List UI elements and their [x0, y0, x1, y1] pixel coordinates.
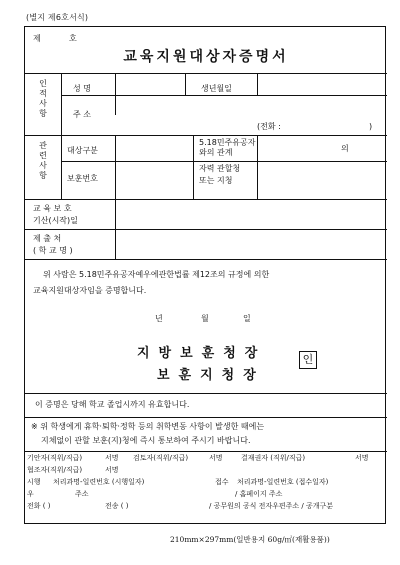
number-label: 제 [33, 34, 41, 43]
issuer-branch: 보훈지청장 [157, 368, 265, 383]
footer-sign-3: 서명 [355, 454, 369, 462]
office-label-2: 또는 지청 [199, 176, 233, 185]
date-year: 년 [155, 314, 163, 323]
footer-receipt-no: 처리과명-일련번호 (접수일자) [237, 478, 329, 486]
footer-phone: 전화 ( ) [27, 502, 51, 510]
footer-drafter: 기안자(직위/직급) [27, 454, 83, 462]
relation-label-2: 와의 관계 [199, 148, 233, 157]
divider [25, 73, 387, 74]
start-label-1: 교 육 보 호 [33, 204, 72, 213]
footer-receipt: 접수 [215, 478, 229, 486]
footer-reviewer: 검토자(직위/직급) [133, 454, 189, 462]
validity-note: 이 증명은 당해 학교 졸업시까지 유효합니다. [35, 400, 190, 409]
relation-suffix: 의 [341, 144, 349, 153]
statement-line-1: 위 사람은 5.18민주유공자예우에관한법률 제12조의 규정에 의한 [43, 270, 270, 279]
phone-label: (전화 : [257, 122, 281, 131]
submit-label-1: 제 출 처 [33, 234, 62, 243]
issuer-regional: 지방보훈청장 [137, 346, 267, 361]
footer-address: 주소 [75, 490, 89, 498]
birth-label: 생년월일 [201, 84, 232, 93]
seal-stamp: 인 [299, 351, 317, 369]
phone-close: ) [369, 122, 373, 131]
footer-homepage: / 홈페이지 주소 [235, 490, 283, 498]
address-label: 주 소 [73, 110, 91, 119]
footer-enforce-no: 처리과명-일련번호 (시행일자) [53, 478, 145, 486]
form-label: (별지 제6호서식) [26, 13, 89, 22]
submit-label-2: ( 학 교 명 ) [33, 246, 73, 255]
date-day: 일 [243, 314, 251, 323]
footer-cooperator: 협조자(직위/직급) [27, 466, 83, 474]
notice-line-2: 지체없이 관할 보훈(지)청에 즉시 통보하여 주시기 바랍니다. [41, 436, 251, 445]
veteran-number-label: 보훈번호 [67, 174, 98, 183]
footer-postal: 우 [27, 490, 34, 498]
name-label: 성 명 [73, 84, 91, 93]
start-label-2: 기산(시작)일 [33, 216, 78, 225]
footer-sign-1: 서명 [105, 454, 119, 462]
date-month: 월 [201, 314, 209, 323]
footer-sign-2: 서명 [209, 454, 223, 462]
footer-approver: 결재권자 (직위/직급) [241, 454, 306, 462]
certificate-title: 교육지원대상자증명서 [123, 49, 289, 65]
footer-email: / 공무원의 공식 전자우편주소 / 공개구분 [209, 502, 334, 510]
statement-line-2: 교육지원대상자임을 증명합니다. [33, 286, 147, 295]
notice-line-1: ※ 위 학생에게 휴학·퇴학·정학 등의 취학변동 사항이 발생한 때에는 [31, 422, 265, 431]
footer-sign-4: 서명 [105, 466, 119, 474]
relation-label-1: 5.18민주유공자 [199, 138, 256, 147]
paper-size-note: 210mm×297mm(일반용지 60g/㎡(재활용품)) [170, 535, 330, 544]
footer-enforce: 시행 [27, 478, 41, 486]
number-suffix: 호 [69, 34, 77, 43]
category-label: 대상구분 [67, 146, 98, 155]
personal-section-label: 인 적 사 항 [39, 79, 47, 118]
certificate-form [24, 26, 386, 524]
office-label-1: 자력 관할청 [199, 164, 241, 173]
footer-fax: 전송 ( ) [105, 502, 129, 510]
relation-section-label: 관 련 사 항 [39, 141, 47, 180]
